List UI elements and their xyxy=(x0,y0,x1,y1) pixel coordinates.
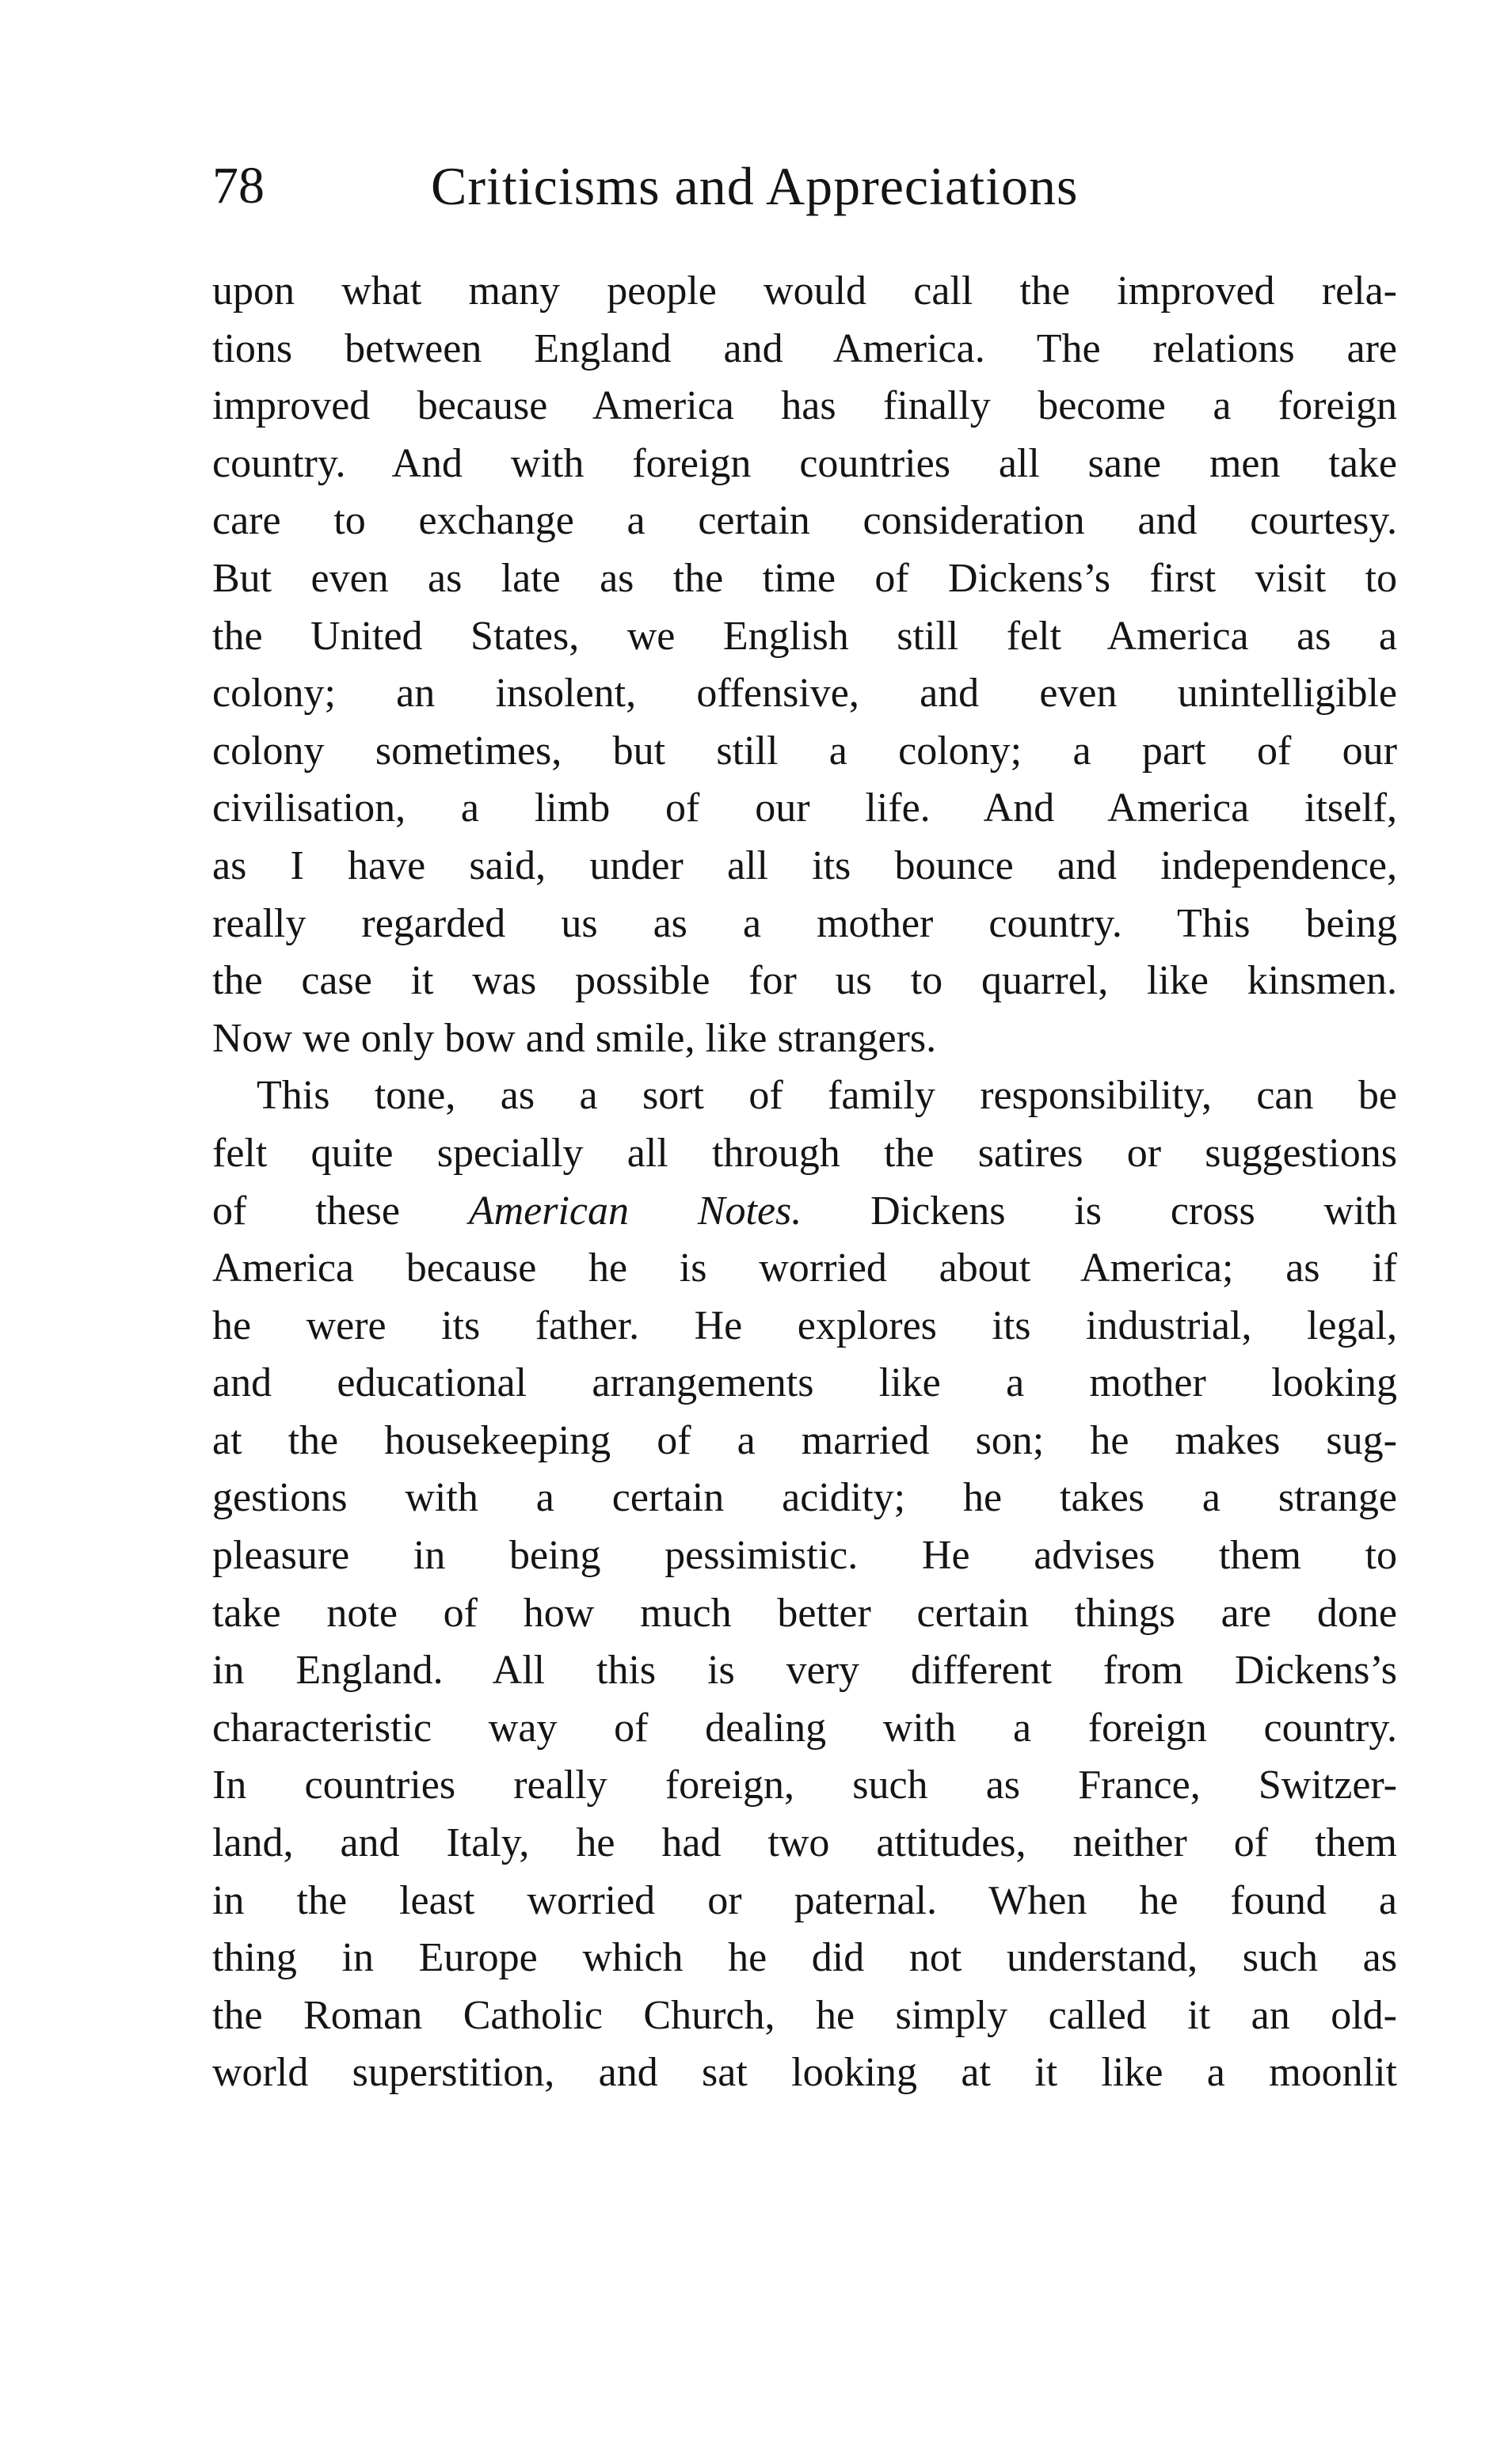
text-line: land, and Italy, he had two attitudes, neither of them xyxy=(212,1820,1397,1866)
text-line: civilisation, a limb of our life. And America itself, xyxy=(212,785,1397,831)
text-line-with-title xyxy=(212,1183,1397,1241)
text-line: country. And with foreign countries all sane men take xyxy=(212,440,1397,486)
text-line: at the housekeeping of a married son; he makes sug- xyxy=(212,1417,1397,1463)
text-line: the United States, we English still felt America as a xyxy=(212,613,1397,659)
text-line: gestions with a certain acidity; he takes a strange xyxy=(212,1475,1397,1521)
text-line: improved because America has finally become a foreign xyxy=(212,383,1397,429)
text-line: tions between England and America. The relations are xyxy=(212,325,1397,371)
text-line: pleasure in being pessimistic. He advises them to xyxy=(212,1533,1397,1579)
book-title-italic: American Notes. xyxy=(468,1188,802,1234)
body-text xyxy=(212,263,1397,2102)
text-line: really regarded us as a mother country. This being xyxy=(212,900,1397,946)
paragraph-start-line: This tone, as a sort of family responsibility, can be xyxy=(257,1073,1397,1119)
text-line: colony; an insolent, offensive, and even unintelligible xyxy=(212,671,1397,717)
text-segment: of these xyxy=(212,1188,469,1234)
text-line: the Roman Catholic Church, he simply called it an old- xyxy=(212,1992,1397,2038)
text-line: colony sometimes, but still a colony; a part of our xyxy=(212,728,1397,774)
text-line: the case it was possible for us to quarrel, like kinsmen. xyxy=(212,958,1397,1004)
text-line: care to exchange a certain consideration and courtesy. xyxy=(212,498,1397,544)
text-line: and educational arrangements like a mother looking xyxy=(212,1360,1397,1406)
text-line: thing in Europe which he did not understand, such as xyxy=(212,1935,1397,1981)
text-line: world superstition, and sat looking at it like a moonlit xyxy=(212,2050,1397,2096)
paragraph-end-line: Now we only bow and smile, like strangers. xyxy=(212,1015,937,1061)
text-line: In countries really foreign, such as France, Switzer- xyxy=(212,1762,1397,1808)
running-title: Criticisms and Appreciations xyxy=(431,156,1079,216)
text-line: in the least worried or paternal. When he found a xyxy=(212,1877,1397,1923)
text-line: as I have said, under all its bounce and independence, xyxy=(212,842,1397,888)
text-segment: Dickens is cross with xyxy=(802,1188,1397,1234)
text-line: But even as late as the time of Dickens’s first visit to xyxy=(212,555,1397,601)
page-number: 78 xyxy=(212,157,265,215)
text-line: characteristic way of dealing with a foreign country. xyxy=(212,1705,1397,1751)
text-line: felt quite specially all through the satires or suggestions xyxy=(212,1130,1397,1176)
text-line: take note of how much better certain things are done xyxy=(212,1590,1397,1636)
text-line: he were its father. He explores its industrial, legal, xyxy=(212,1302,1397,1348)
text-line: upon what many people would call the improved rela- xyxy=(212,268,1397,314)
text-line: America because he is worried about America; as if xyxy=(212,1245,1397,1291)
text-line: in England. All this is very different from Dickens’s xyxy=(212,1648,1397,1694)
running-head xyxy=(212,150,1397,222)
